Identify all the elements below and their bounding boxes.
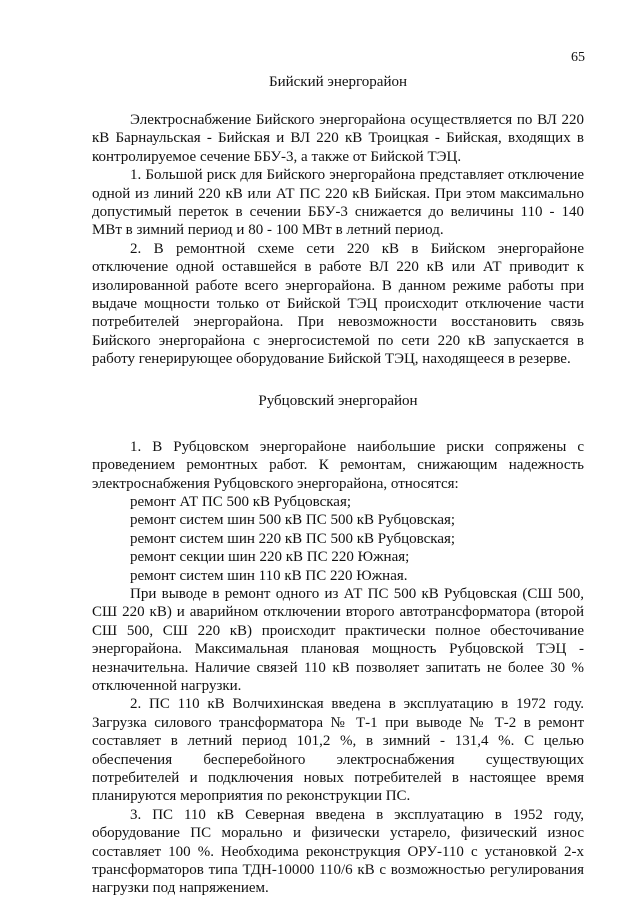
list-item: ремонт секции шин 220 кВ ПС 220 Южная; [130,549,410,566]
page-number: 65 [571,50,585,65]
page-content [92,72,584,898]
list-item: ремонт систем шин 500 кВ ПС 500 кВ Рубцовская; [130,512,456,529]
section-title-rubtsovsk: Рубцовский энергорайон [258,392,418,409]
list-item: ремонт АТ ПС 500 кВ Рубцовская; [130,493,352,510]
list-item: ремонт систем шин 220 кВ ПС 500 кВ Рубцовская; [130,530,456,547]
list-item: ремонт систем шин 110 кВ ПС 220 Южная. [130,567,408,584]
paragraph: 2. ПС 110 кВ Волчихинская введена в эксплуатацию в 1972 году. Загрузка силового трансформатора № Т-1 при выводе № Т-2 в ремонт составляет в летний период 101,2 %, в зимний - 131,4 %. С целью обеспечения бесперебойного электроснабжения существующих потребителей и подключения новых потребителей в настоящее время планируются мероприятия по реконструкции ПС. [92,696,584,805]
paragraph: 1. В Рубцовском энергорайоне наибольшие риски сопряжены с проведением ремонтных работ. К ремонтам, снижающим надежность электроснабжения Рубцовского энергорайона, относятся: [92,438,584,492]
paragraph: 3. ПС 110 кВ Северная введена в эксплуатацию в 1952 году, оборудование ПС морально и физически устарело, физический износ составляет 100 %. Необходима реконструкция ОРУ-110 с установкой 2-х трансформаторов типа ТДН-10000 110/6 кВ с возможностью регулирования нагрузки под напряжением. [92,806,584,897]
paragraph: 2. В ремонтной схеме сети 220 кВ в Бийском энергорайоне отключение одной оставшейся в работе ВЛ 220 кВ или АТ приводит к изолированной работе всего энергорайона. В данном режиме работы при выдаче мощности только от Бийской ТЭЦ происходит отключение части потребителей энергорайона. При невозможности восстановить связь Бийского энергорайона с энергосистемой по сети 220 кВ запускается в работу генерирующее оборудование Бийской ТЭЦ, находящееся в резерве. [92,240,584,368]
paragraph: При выводе в ремонт одного из АТ ПС 500 кВ Рубцовская (СШ 500, СШ 220 кВ) и аварийном отключении второго автотрансформатора (второй СШ 500, СШ 220 кВ) происходит практически полное обесточивание энергорайона. Максимальная плановая мощность Рубцовской ТЭЦ - незначительна. Наличие связей 110 кВ позволяет запитать не более 30 % отключенной нагрузки. [92,585,584,694]
paragraph: 1. Большой риск для Бийского энергорайона представляет отключение одной из линий 220 кВ или АТ ПС 220 кВ Бийская. При этом максимально допустимый переток в сечении ББУ-3 снижается до величины 110 - 140 МВт в зимний период и 80 - 100 МВт в летний период. [92,167,584,239]
section-title-biysk: Бийский энергорайон [268,74,408,90]
paragraph: Электроснабжение Бийского энергорайона осуществляется по ВЛ 220 кВ Барнаульская - Бийская и ВЛ 220 кВ Троицкая - Бийская, входящих в контролируемое сечение ББУ-3, а также от Бийской ТЭЦ. [92,112,584,165]
